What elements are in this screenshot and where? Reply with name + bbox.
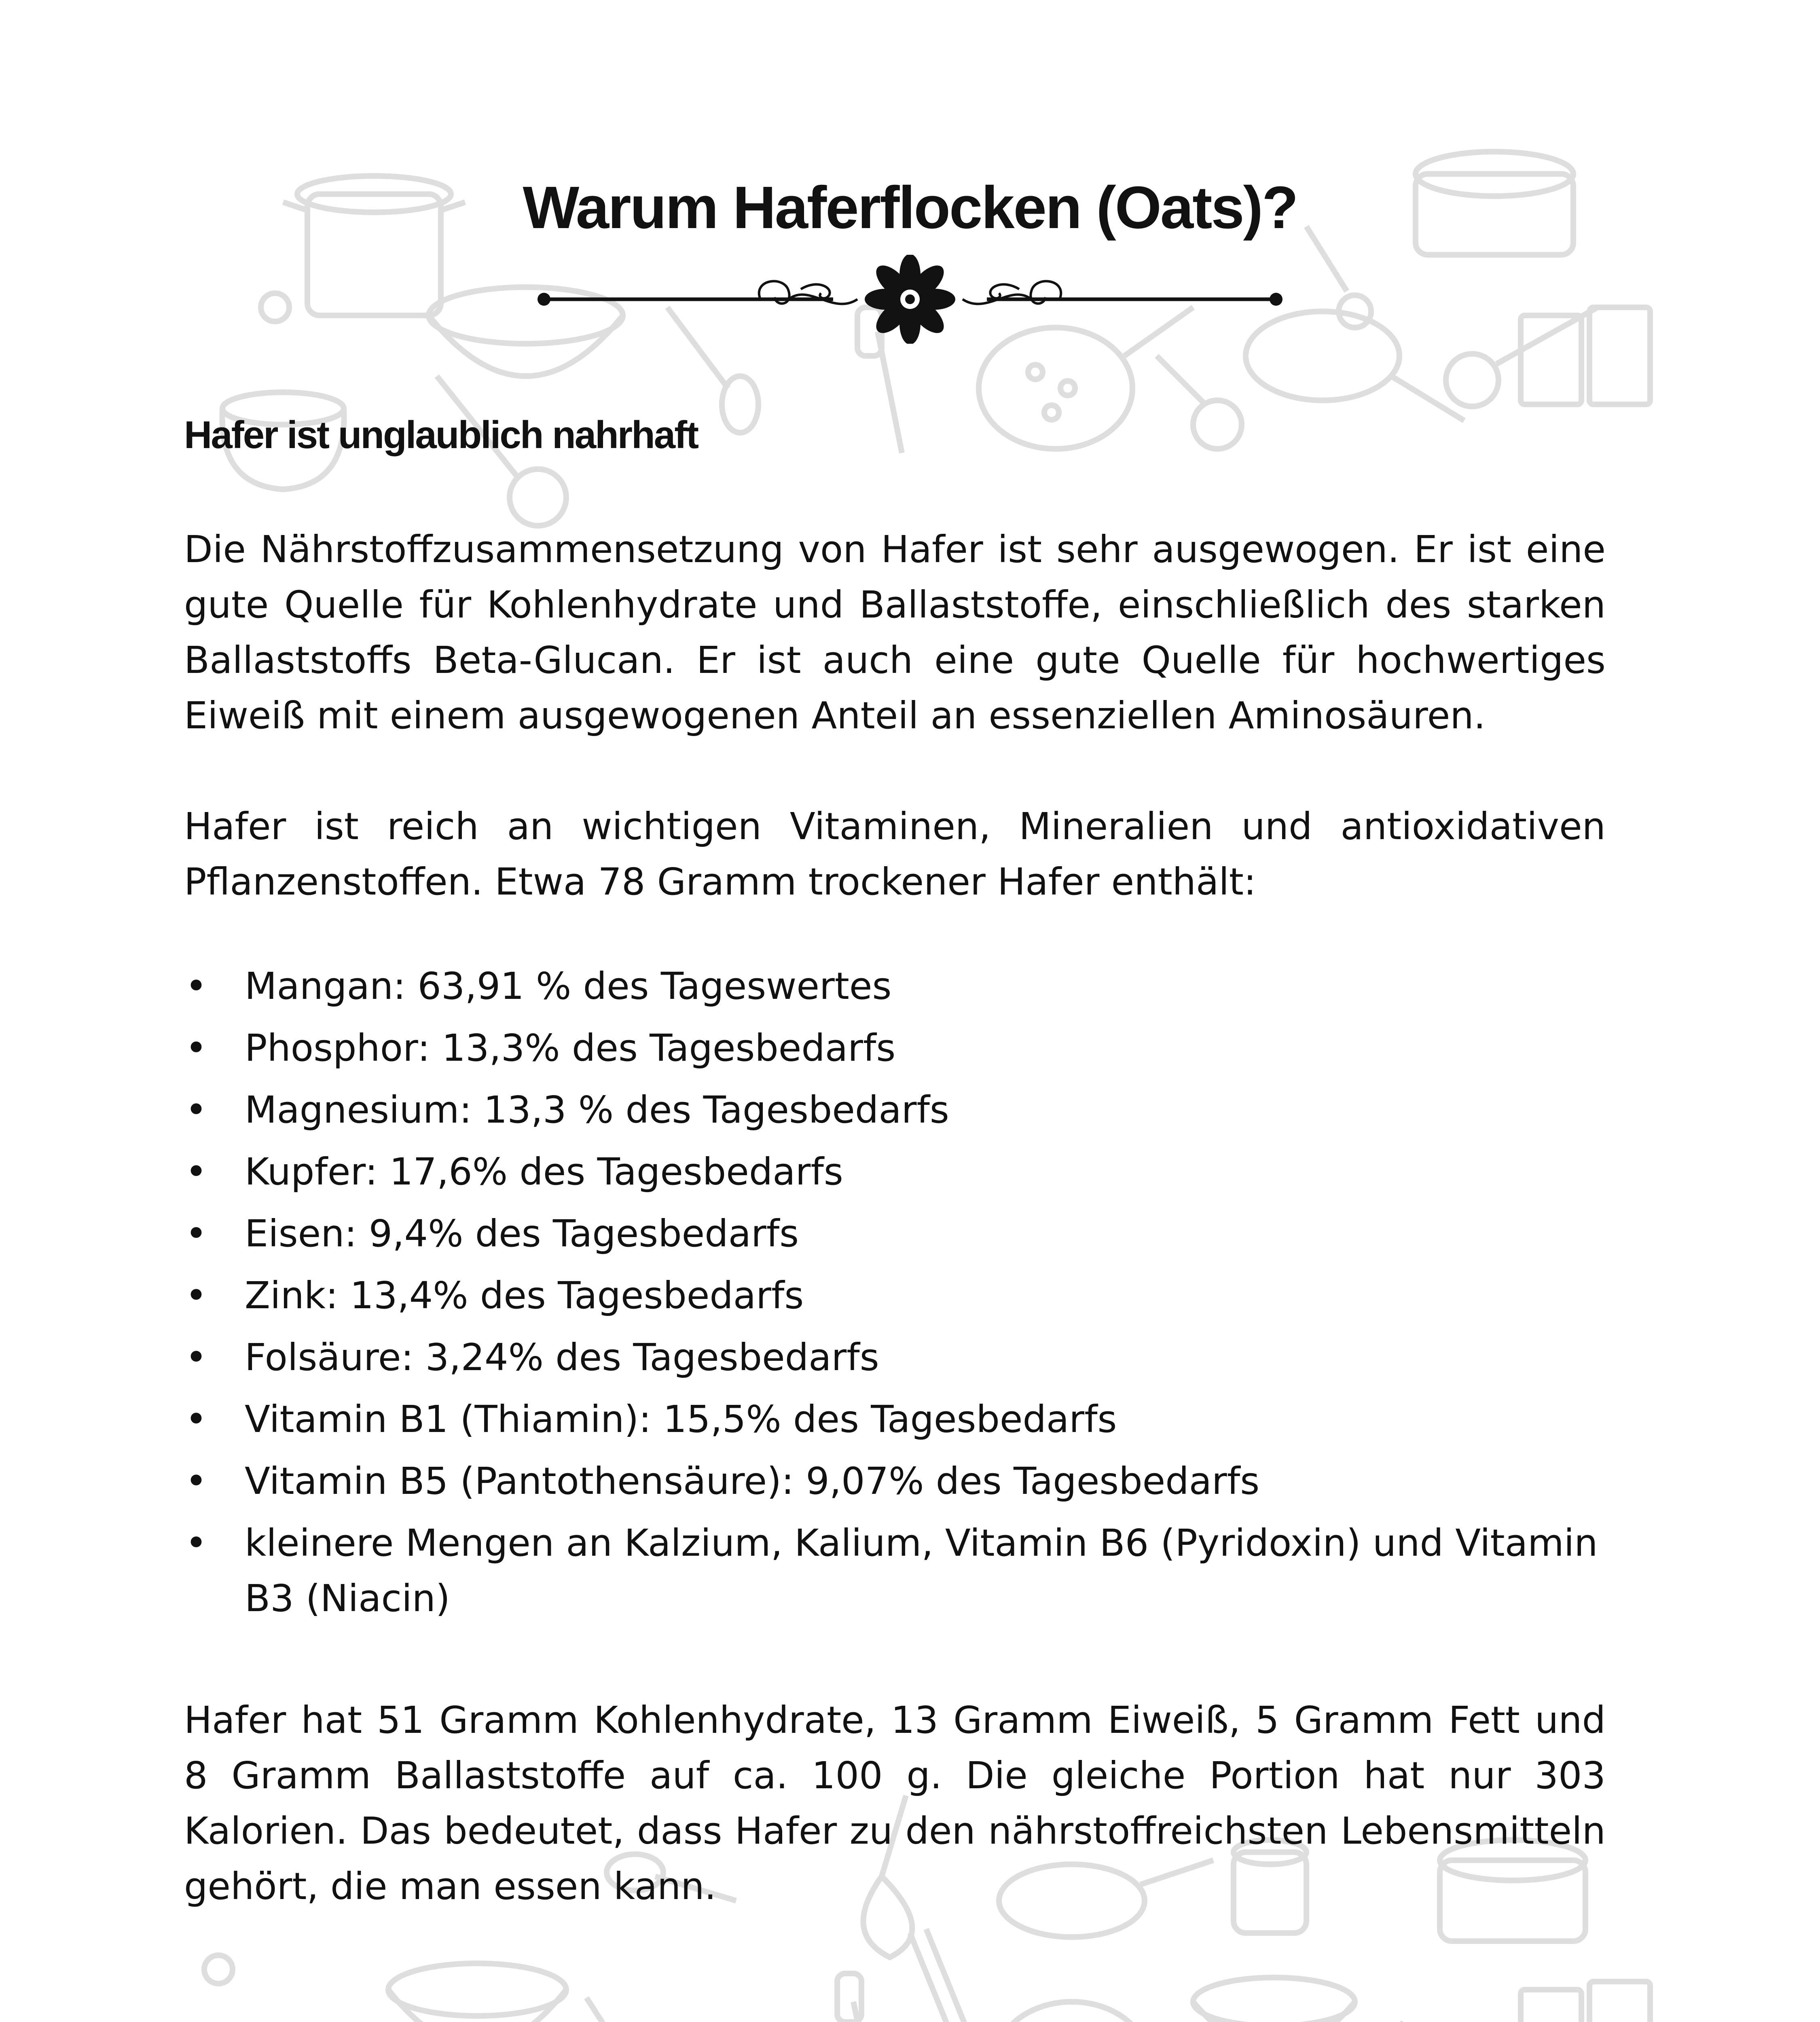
list-item <box>184 1268 1606 1323</box>
list-item-text: Phosphor: 13,3% des Tagesbedarfs <box>245 1026 896 1070</box>
summary-paragraph: Hafer hat 51 Gramm Kohlenhydrate, 13 Gramm Eiweiß, 5 Gramm Fett und 8 Gramm Ballaststoffe auf ca. 100 g. Die gleiche Portion hat nur 303 Kalorien. Das bedeutet, dass Hafer zu den nährstoffreichsten Lebensmitteln gehört, die man essen kann. <box>184 1698 1606 1908</box>
list-item-text: Kupfer: 17,6% des Tagesbedarfs <box>245 1150 843 1193</box>
list-item <box>184 1392 1606 1447</box>
bullet-icon: • <box>185 1398 207 1441</box>
list-item-text: Vitamin B5 (Pantothensäure): 9,07% des Tagesbedarfs <box>245 1459 1260 1503</box>
list-item-text: Folsäure: 3,24% des Tagesbedarfs <box>245 1336 879 1379</box>
nutrient-list <box>184 958 1606 1633</box>
intro-paragraph: Die Nährstoffzusammensetzung von Hafer ist sehr ausgewogen. Er ist eine gute Quelle für Kohlenhydrate und Ballaststoffe, einschließlich des starken Ballaststoffs Beta-Glucan. Er ist auch eine gute Quelle für hochwertiges Eiweiß mit einem ausgewogenen Anteil an essenziellen Aminosäuren. <box>184 528 1606 737</box>
list-item <box>184 1082 1606 1138</box>
bullet-icon: • <box>185 1459 207 1503</box>
bullet-icon: • <box>185 1274 207 1317</box>
list-item <box>184 1515 1606 1626</box>
list-item-text: Mangan: 63,91 % des Tageswertes <box>245 964 892 1008</box>
bullet-icon: • <box>185 1212 207 1255</box>
list-item-text: kleinere Mengen an Kalzium, Kalium, Vitamin B6 (Pyridoxin) und Vitamin B3 (Niacin) <box>245 1521 1598 1620</box>
bullet-icon: • <box>185 964 207 1008</box>
page-title: Warum Haferflocken (Oats)? <box>523 174 1297 241</box>
bullet-icon: • <box>185 1088 207 1132</box>
list-item-text: Eisen: 9,4% des Tagesbedarfs <box>245 1212 799 1255</box>
list-item-text: Vitamin B1 (Thiamin): 15,5% des Tagesbedarfs <box>245 1398 1117 1441</box>
list-item <box>184 958 1606 1014</box>
list-item <box>184 1453 1606 1509</box>
bullet-icon: • <box>185 1150 207 1193</box>
list-item <box>184 1330 1606 1385</box>
list-item <box>184 1206 1606 1261</box>
list-item-text: Zink: 13,4% des Tagesbedarfs <box>245 1274 804 1317</box>
list-item <box>184 1144 1606 1199</box>
list-item-text: Magnesium: 13,3 % des Tagesbedarfs <box>245 1088 949 1132</box>
section-heading: Hafer ist unglaublich nahrhaft <box>184 413 698 457</box>
bullet-icon: • <box>185 1026 207 1070</box>
bullet-icon: • <box>185 1521 207 1565</box>
bullet-icon: • <box>185 1336 207 1379</box>
vitamins-paragraph: Hafer ist reich an wichtigen Vitaminen, Mineralien und antioxidativen Pflanzenstoffen. Etwa 78 Gramm trockener Hafer enthält: <box>184 805 1606 903</box>
list-item <box>184 1020 1606 1076</box>
ornamental-flower-divider-icon <box>526 255 1294 344</box>
